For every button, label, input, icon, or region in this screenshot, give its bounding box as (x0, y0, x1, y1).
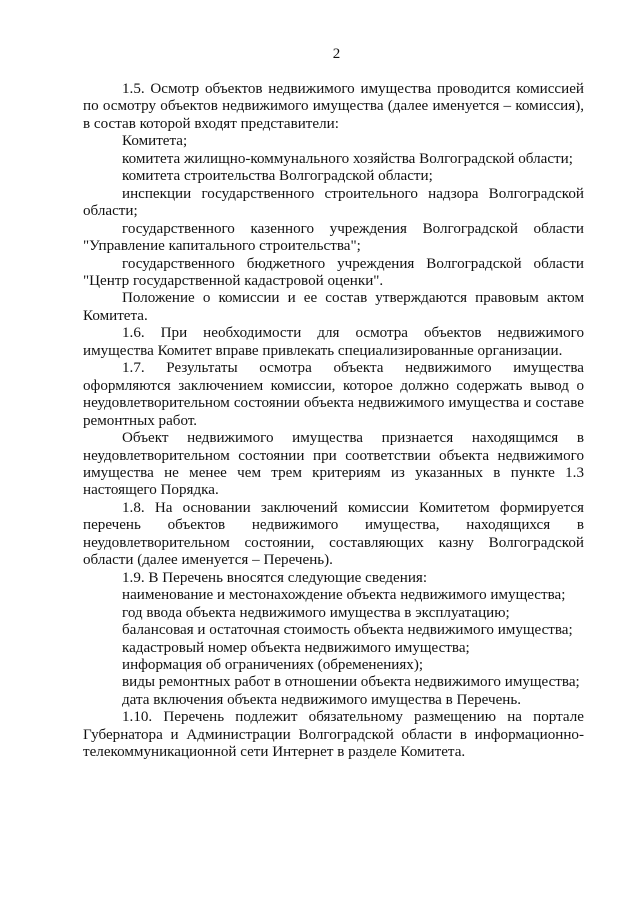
list-item-commission-year: год ввода объекта недвижимого имущества в эксплуатацию; (122, 604, 510, 621)
page-number: 2 (332, 46, 341, 62)
list-item-inclusion-date: дата включения объекта недвижимого имущества в Перечень. (122, 691, 522, 708)
list-item-repair-works: виды ремонтных работ в отношении объекта недвижимого имущества; (122, 674, 580, 691)
paragraph-unsatisfactory-criteria: Объект недвижимого имущества признается находящимся в неудовлетворительном состоянии при соответствии объекта недвижимого имущества не менее чем трем критериям из указанных в пункте 1.3 настоящего Порядка. (83, 430, 584, 499)
paragraph-1-8: 1.8. На основании заключений комиссии Комитетом формируется перечень объектов недвижимого имущества, находящихся в неудовлетворительном состоянии, составляющих казну Волгоградской области (далее именуется – Перечень). (83, 499, 584, 569)
list-item-book-value: балансовая и остаточная стоимость объекта недвижимого имущества; (122, 622, 573, 639)
paragraph-1-6: 1.6. При необходимости для осмотра объектов недвижимого имущества Комитет вправе привлекать специализированные организации. (83, 325, 584, 359)
paragraph-1-5-intro: 1.5. Осмотр объектов недвижимого имущества проводится комиссией по осмотру объектов недвижимого имущества (далее именуется – комиссия), в состав которой входят представители: (83, 81, 584, 132)
list-item-capital-construction-office: государственного казенного учреждения Волгоградской области "Управление капитального строительства"; (83, 220, 584, 255)
paragraph-1-10: 1.10. Перечень подлежит обязательному размещению на портале Губернатора и Администрации Волгоградской области в информационно-телекоммуникационной сети Интернет в разделе Комитета. (83, 709, 584, 761)
list-item-name-location: наименование и местонахождение объекта недвижимого имущества; (122, 587, 566, 604)
list-item-cadastral-valuation-center: государственного бюджетного учреждения Волгоградской области "Центр государственной кадастровой оценки". (83, 255, 584, 289)
paragraph-commission-regulation: Положение о комиссии и ее состав утверждаются правовым актом Комитета. (83, 290, 584, 324)
document-body (83, 81, 584, 762)
paragraph-1-9-intro: 1.9. В Перечень вносятся следующие сведения: (122, 569, 428, 586)
list-item-encumbrances: информация об ограничениях (обременениях); (122, 656, 424, 673)
list-item-construction-inspection: инспекции государственного строительного надзора Волгоградской области; (83, 185, 584, 220)
paragraph-1-7: 1.7. Результаты осмотра объекта недвижимого имущества оформляются заключением комиссии, которое должно содержать вывод о неудовлетворительном состоянии объекта недвижимого имущества и составе ремонтных работ. (83, 360, 584, 429)
list-item-housing-committee: комитета жилищно-коммунального хозяйства Волгоградской области; (122, 150, 573, 167)
list-item-construction-committee: комитета строительства Волгоградской области; (122, 168, 433, 185)
list-item-committee: Комитета; (122, 133, 188, 150)
list-item-cadastral-number: кадастровый номер объекта недвижимого имущества; (122, 639, 470, 656)
